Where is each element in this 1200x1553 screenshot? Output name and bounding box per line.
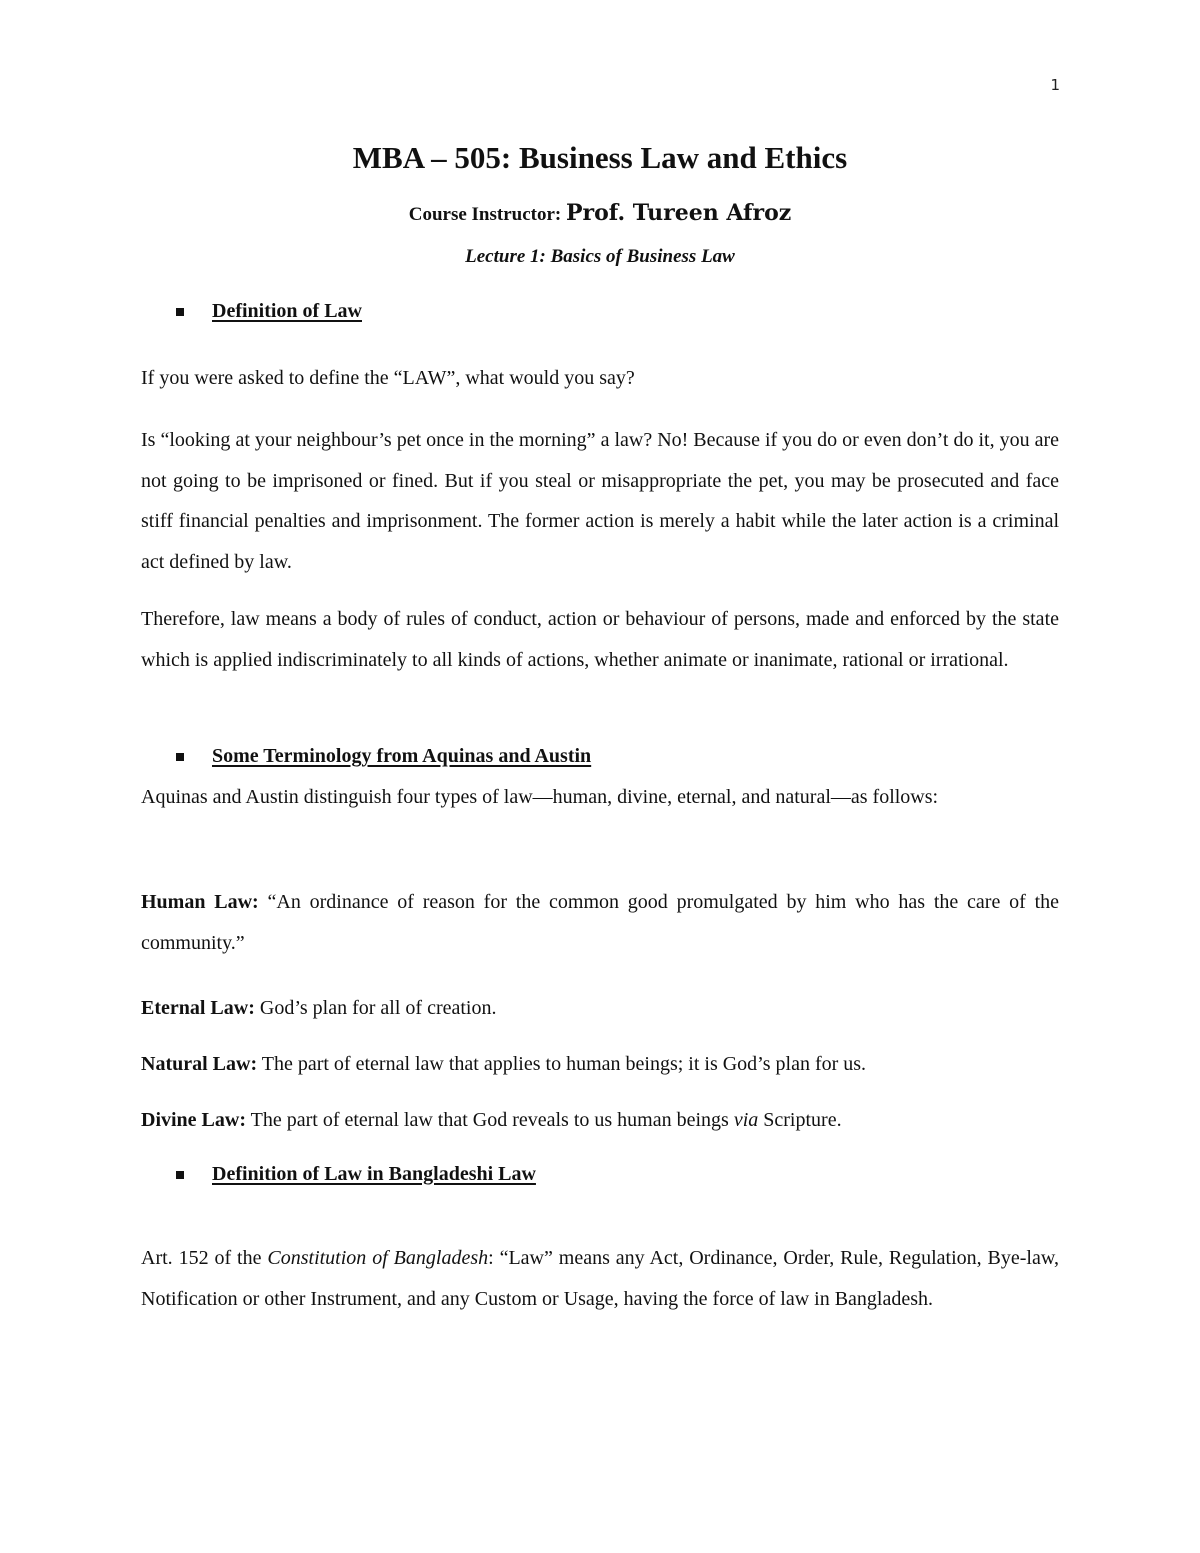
- paragraph-divine-law: [141, 1108, 1059, 1132]
- section-heading-text: Definition of Law: [212, 300, 362, 322]
- paragraph-aquinas-austin: Aquinas and Austin distinguish four types of law—human, divine, eternal, and natural—as follows:: [141, 786, 939, 808]
- paragraph-natural-law: [141, 1052, 1059, 1076]
- square-bullet-icon: [176, 308, 184, 316]
- term-natural-law: Natural Law:: [141, 1053, 258, 1075]
- lecture-title: Lecture 1: Basics of Business Law: [465, 246, 735, 267]
- paragraph-law-definition: Therefore, law means a body of rules of conduct, action or behaviour of persons, made and enforced by the state which is applied indiscriminately to all kinds of actions, whether animate or inanimate, rational or irrational.: [141, 608, 1059, 671]
- section-heading-bangladeshi-law: [176, 1163, 536, 1186]
- paragraph-article-152: [141, 1238, 1059, 1319]
- article-source: Constitution of Bangladesh: [267, 1247, 489, 1269]
- paragraph-question: If you were asked to define the “LAW”, what would you say?: [141, 367, 635, 389]
- paragraph-eternal-law: [141, 996, 1059, 1020]
- instructor-label: Course Instructor:: [408, 204, 566, 225]
- page-number: 1: [1050, 76, 1060, 94]
- square-bullet-icon: [176, 1171, 184, 1179]
- section-heading-definition: [176, 300, 362, 323]
- divine-law-text-end: Scripture.: [758, 1109, 842, 1131]
- paragraph-example: Is “looking at your neighbour’s pet once in the morning” a law? No! Because if you do or even don’t do it, you are not going to be imprisoned or fined. But if you steal or misappropriate the pet, you may be prosecuted and face stiff financial penalties and imprisonment. The former action is merely a habit while the later action is a criminal act defined by law.: [141, 429, 1059, 573]
- term-divine-law: Divine Law:: [141, 1109, 246, 1131]
- section-heading-terminology: [176, 745, 591, 768]
- eternal-law-text: God’s plan for all of creation.: [254, 997, 497, 1019]
- article-prefix: Art. 152 of the: [141, 1247, 268, 1269]
- course-instructor: [0, 200, 1200, 226]
- natural-law-text: The part of eternal law that applies to human beings; it is God’s plan for us.: [257, 1053, 867, 1075]
- divine-law-via: via: [733, 1109, 759, 1131]
- paragraph-human-law: [141, 882, 1059, 963]
- instructor-name: Prof. Tureen Afroz: [565, 200, 792, 226]
- section-heading-text: Some Terminology from Aquinas and Austin: [212, 745, 592, 767]
- term-human-law: Human Law:: [141, 891, 259, 913]
- divine-law-text: The part of eternal law that God reveals to us human beings: [246, 1109, 734, 1131]
- article-text: : “Law” means any Act, Ordinance, Order, Rule, Regulation, Bye-law, Notification or other Instrument, and any Custom or Usage, having the force of law in Bangladesh.: [141, 1247, 1059, 1310]
- human-law-text: “An ordinance of reason for the common good promulgated by him who has the care of the community.”: [141, 891, 1060, 954]
- section-heading-text: Definition of Law in Bangladeshi Law: [212, 1163, 536, 1185]
- square-bullet-icon: [176, 753, 184, 761]
- term-eternal-law: Eternal Law:: [141, 997, 255, 1019]
- document-title: MBA – 505: Business Law and Ethics: [352, 140, 848, 175]
